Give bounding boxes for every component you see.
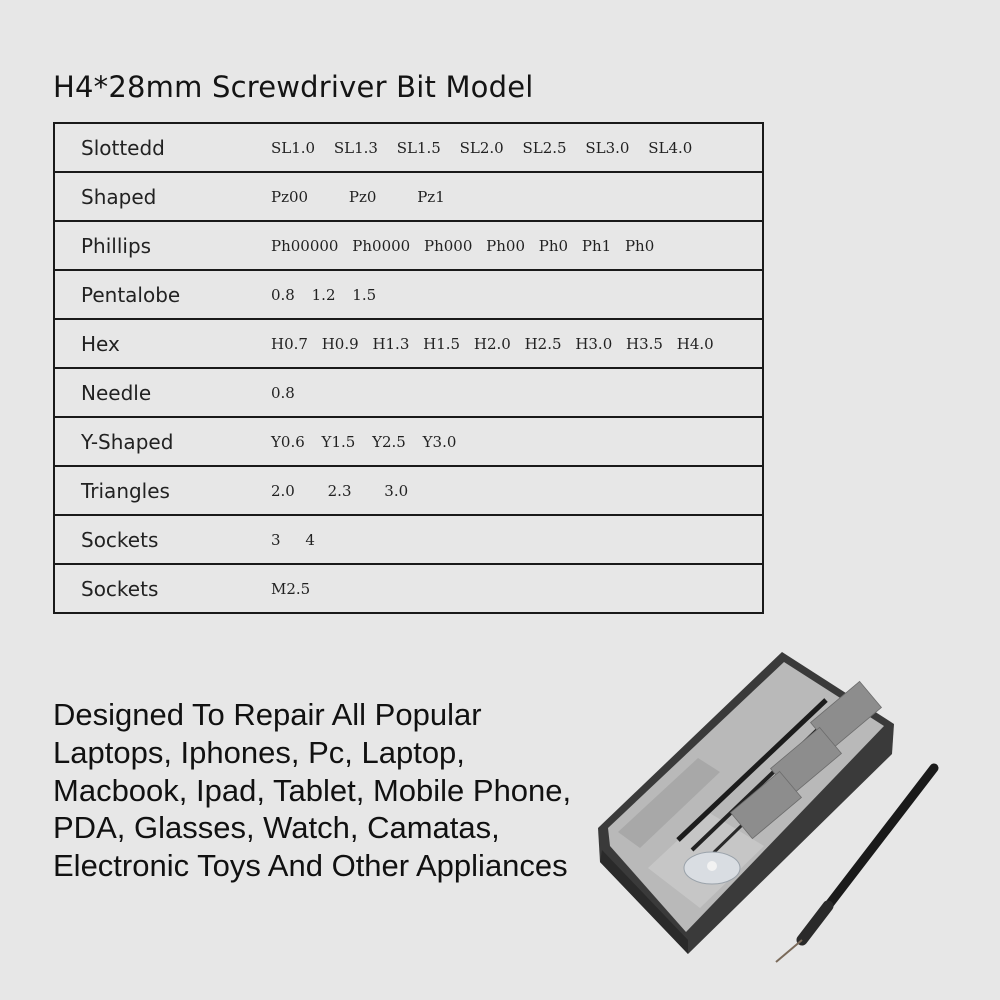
bit-value: SL2.0 — [459, 138, 504, 157]
table-row — [54, 368, 763, 417]
row-values — [271, 417, 763, 466]
product-description: Designed To Repair All Popular Laptops, Iphones, Pc, Laptop, Macbook, Ipad, Tablet, Mobile Phone, PDA, Glasses, Watch, Camatas, Electronic Toys And Other Appliances — [53, 697, 572, 884]
row-label: Pentalobe — [54, 270, 271, 319]
row-label: Y-Shaped — [54, 417, 271, 466]
bit-value: Ph0 — [538, 236, 569, 255]
bit-value: 1.2 — [311, 285, 336, 304]
screwdriver-kit-image — [588, 640, 948, 970]
bit-value: 0.8 — [271, 383, 295, 402]
bit-value: H1.3 — [372, 334, 410, 353]
bit-value: SL1.3 — [333, 138, 378, 157]
bit-value: Ph00000 — [271, 236, 339, 255]
row-label: Needle — [54, 368, 271, 417]
row-values — [271, 172, 763, 221]
bit-value: SL3.0 — [585, 138, 630, 157]
bit-value: Pz00 — [271, 187, 309, 206]
row-label: Shaped — [54, 172, 271, 221]
row-label: Slottedd — [54, 123, 271, 172]
row-label: Sockets — [54, 564, 271, 613]
bit-value: SL2.5 — [522, 138, 567, 157]
bit-value: 4 — [305, 530, 315, 549]
table-row — [54, 319, 763, 368]
row-values — [271, 368, 763, 417]
table-row — [54, 221, 763, 270]
bit-value: H1.5 — [423, 334, 461, 353]
row-values — [271, 221, 763, 270]
bit-value: Ph0 — [624, 236, 655, 255]
bit-value: 1.5 — [352, 285, 377, 304]
bit-value: Pz0 — [348, 187, 377, 206]
table-row — [54, 564, 763, 613]
bit-value: M2.5 — [271, 579, 311, 598]
bit-value: H0.9 — [321, 334, 359, 353]
row-label: Triangles — [54, 466, 271, 515]
bit-value: H2.0 — [473, 334, 511, 353]
row-values — [271, 270, 763, 319]
bit-value: SL1.0 — [271, 138, 316, 157]
row-values — [271, 515, 763, 564]
row-values — [271, 123, 763, 172]
table-row — [54, 515, 763, 564]
bit-value: H2.5 — [524, 334, 562, 353]
bit-value: H0.7 — [271, 334, 308, 353]
row-label: Hex — [54, 319, 271, 368]
table-row — [54, 172, 763, 221]
bit-value: Ph000 — [423, 236, 473, 255]
bit-value: 2.0 — [271, 481, 295, 500]
row-values — [271, 319, 763, 368]
bit-value: Y2.5 — [372, 432, 406, 451]
bit-value: 2.3 — [327, 481, 352, 500]
bit-value: Pz1 — [417, 187, 445, 206]
bit-value: SL4.0 — [648, 138, 693, 157]
row-label: Phillips — [54, 221, 271, 270]
bit-model-table — [53, 122, 764, 614]
page-title: H4*28mm Screwdriver Bit Model — [53, 70, 534, 104]
bit-value: Ph1 — [581, 236, 612, 255]
bit-value: SL1.5 — [396, 138, 441, 157]
row-values — [271, 564, 763, 613]
bit-value: 3 — [271, 530, 281, 549]
table-row — [54, 270, 763, 319]
bit-value: Y3.0 — [422, 432, 457, 451]
bit-value: 3.0 — [384, 481, 409, 500]
bit-value: H4.0 — [676, 334, 714, 353]
table-row — [54, 417, 763, 466]
bit-value: Ph00 — [486, 236, 525, 255]
bit-value: Y0.6 — [271, 432, 305, 451]
bit-value: Y1.5 — [321, 432, 356, 451]
bit-value: H3.0 — [575, 334, 613, 353]
row-label: Sockets — [54, 515, 271, 564]
row-values — [271, 466, 763, 515]
table-row — [54, 466, 763, 515]
table-row — [54, 123, 763, 172]
bit-value: Ph0000 — [352, 236, 411, 255]
bit-value: H3.5 — [626, 334, 663, 353]
bit-value: 0.8 — [271, 285, 295, 304]
